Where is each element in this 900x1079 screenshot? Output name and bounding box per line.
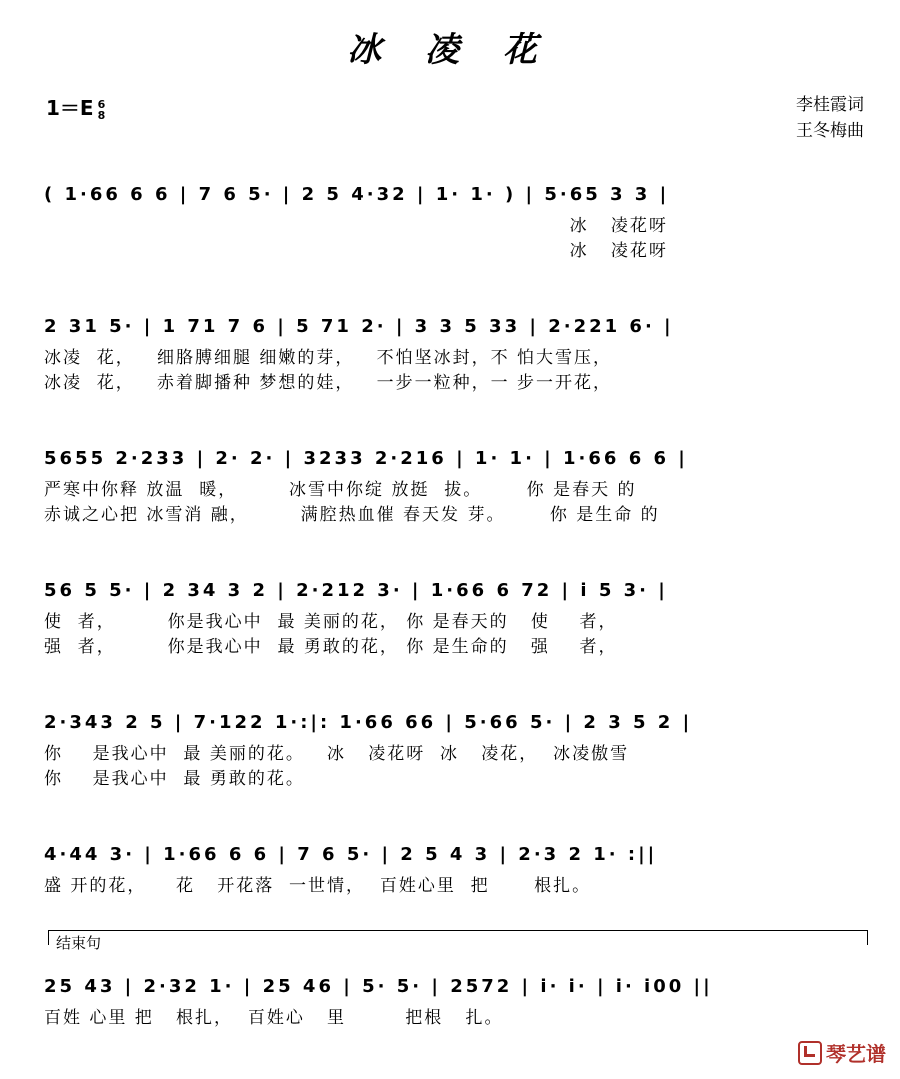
lyric-verse-2: 你 是我心中 最 勇敢的花。 (44, 769, 305, 789)
song-title: 冰 凌 花 (347, 30, 553, 70)
score-notes: 5655 2·233 | 2· 2· | 3233 2·216 | 1· 1· | 1·66 6 6 | (44, 447, 688, 469)
lyric-verse-1: 使 者， 你是我心中 最 美丽的花， 你 是春天的 使 者， (44, 612, 618, 632)
score-line (44, 306, 876, 396)
lyric-verse-1: 盛 开的花， 花 开花落 一世情， 百姓心里 把 根扎。 (44, 876, 592, 896)
score-line (44, 174, 876, 264)
lyric-verse-1: 冰凌 花， 细胳膊细腿 细嫩的芽， 不怕坚冰封，不 怕大雪压， (44, 348, 613, 368)
score-notes: 4·44 3· | 1·66 6 6 | 7 6 5· | 2 5 4 3 | 2·3 2 1· :|| (44, 843, 658, 865)
lyric-verse-2: 冰 凌花呀 (44, 241, 668, 261)
watermark-logo (798, 1038, 886, 1067)
composer: 王冬梅曲 (796, 121, 864, 141)
score-line (44, 966, 876, 1031)
score-notes: 2·343 2 5 | 7·122 1·:|: 1·66 66 | 5·66 5· | 2 3 5 2 | (44, 711, 693, 733)
credits (796, 92, 864, 144)
score-notes: 25 43 | 2·32 1· | 25 46 | 5· 5· | 2572 | i· i· | i· i00 || (44, 975, 713, 997)
lyric-verse-1: 你 是我心中 最 美丽的花。 冰 凌花呀 冰 凌花， 冰凌傲雪 (44, 744, 630, 764)
time-signature-numerator: 6 (97, 97, 106, 111)
score-line (44, 438, 876, 528)
lyric-verse-1: 百姓 心里 把 根扎， 百姓心 里 把根 扎。 (44, 1008, 504, 1028)
score-notes: 2 31 5· | 1 71 7 6 | 5 71 2· | 3 3 5 33 | 2·221 6· | (44, 315, 674, 337)
score-notes: 56 5 5· | 2 34 3 2 | 2·212 3· | 1·66 6 72 | i 5 3· | (44, 579, 668, 601)
score-notes: ( 1·66 6 6 | 7 6 5· | 2 5 4·32 | 1· 1· ) | 5·65 3 3 | (44, 183, 670, 205)
ending-bracket (48, 930, 868, 945)
watermark-text: 琴艺谱 (826, 1042, 886, 1066)
score-line (44, 702, 876, 792)
score-line (44, 834, 876, 899)
lyric-verse-1: 严寒中你释 放温 暖， 冰雪中你绽 放挺 拔。 你 是春天 的 (44, 480, 637, 500)
lyric-verse-2: 强 者， 你是我心中 最 勇敢的花， 你 是生命的 强 者， (44, 637, 618, 657)
time-signature-denominator: 8 (97, 108, 106, 122)
score-line (44, 570, 876, 660)
key-label: 1＝E (46, 96, 94, 120)
lyricist: 李桂霞词 (796, 95, 864, 115)
lyric-verse-2: 冰凌 花， 赤着脚播种 梦想的娃， 一步一粒种，一 步一开花， (44, 373, 613, 393)
time-signature (98, 99, 106, 121)
logo-icon (798, 1041, 822, 1065)
key-signature (46, 92, 105, 121)
ending-label: 结束句 (56, 934, 102, 952)
lyric-verse-2: 赤诚之心把 冰雪消 融， 满腔热血催 春天发 芽。 你 是生命 的 (44, 505, 660, 525)
lyric-verse-1: 冰 凌花呀 (44, 216, 668, 236)
